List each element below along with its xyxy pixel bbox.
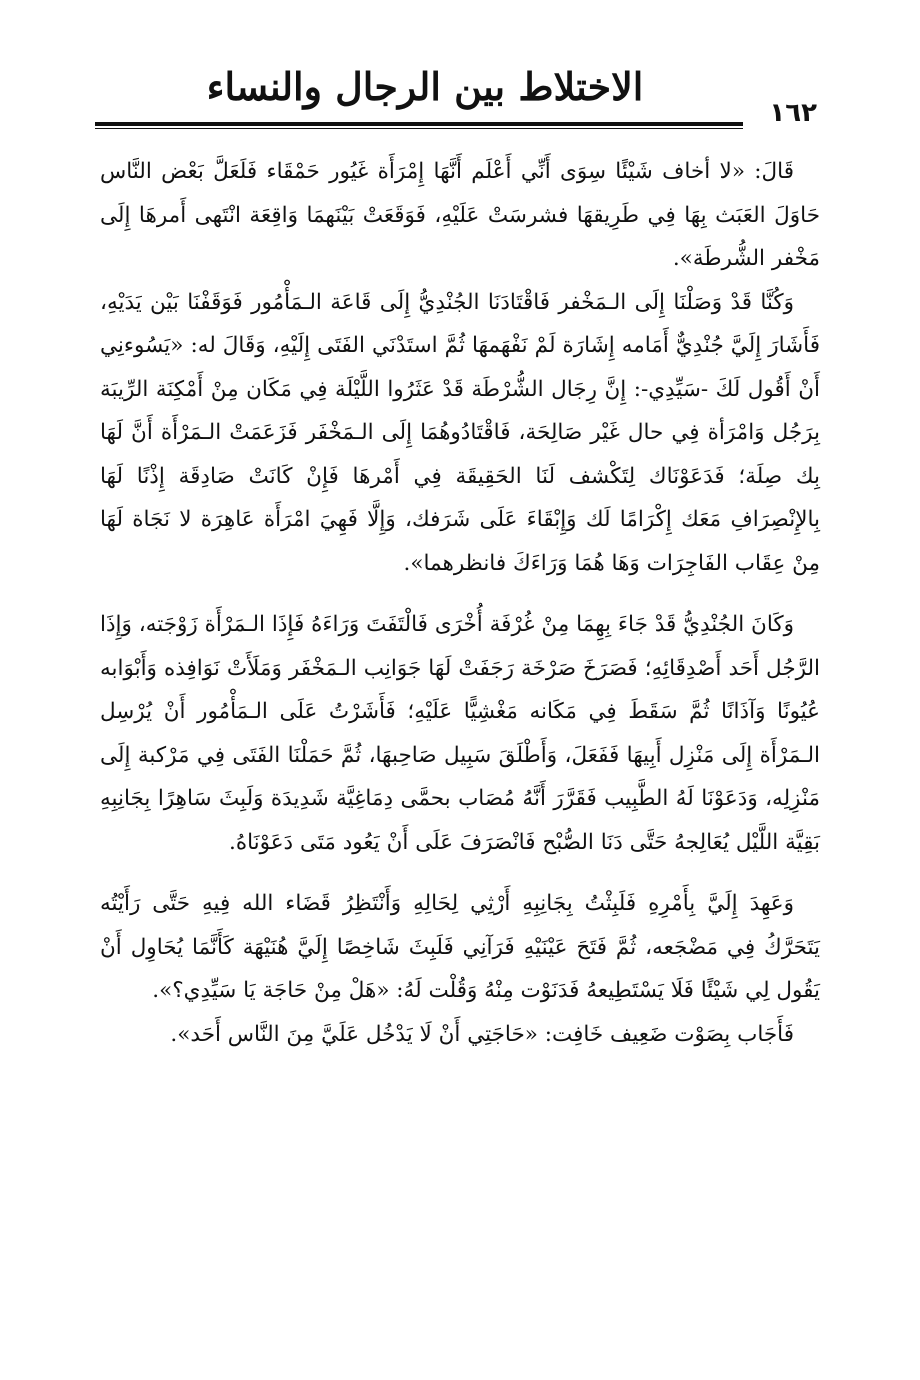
paragraph-1: قَالَ: «لا أخاف شَيْئًا سِوَى أَنِّي أَعْلَم أَنَّهَا إِمْرَأَة غَيُور حَمْقَاء فَلَعَلَّ بَعْض النَّاس حَاوَلَ العَبَث بِهَا فِي طَرِيقهَا فشرسَتْ عَلَيْهِ، فَوَقَعَتْ بَيْنَهمَا وَاقِعَة انْتَهى أَمرهَا إِلَى مَخْفر الشُّرطَة». — [100, 159, 820, 271]
paragraph-2: وَكُنَّا قَدْ وَصَلْنَا إِلَى الـمَخْفر فَاقْتَادَنَا الجُنْدِيُّ إِلَى قَاعَة الـمَأْمُور فَوَقَفْنَا بَيْن يَدَيْهِ، فَأَشَارَ إِلَيَّ جُنْدِيٌّ أَمَامه إِشَارَة لَمْ نَفْهَمهَا ثُمَّ استَدْنَي الفَتَى إِلَيْهِ، وَقَالَ له: «يَسُوءنِي أَنْ أَقُول لَكَ -سَيِّدِي-: إِنَّ رِجَال الشُّرْطَة قَدْ عَثَرُوا اللَّيْلَة فِي مَكَان مِنْ أَمْكِنَة الرِّيبَة بِرَجُل وَامْرَأة فِي حال غَيْر صَالِحَة، فَاقْتَادُوهُمَا إِلَى الـمَخْفَر فَزَعَمَتْ الـمَرْأَة أَنَّ لَهَا بِك صِلَة؛ فَدَعَوْنَاك لِتَكْشف لَنَا الحَقِيقَة فِي أَمْرهَا فَإِنْ كَانَتْ صَادِقَة إِذْنًا لَهَا بِالإِنْصِرَافِ مَعَك إِكْرَامًا لَك وَإِبْقَاءَ عَلَى شَرَفك، وَإِلَّا فَهِيَ امْرَأَة عَاهِرَة لا نَجَاة لَهَا مِنْ عِقَاب الفَاجِرَات وَهَا هُمَا وَرَاءَكَ فانظرهما». — [100, 289, 820, 576]
running-title: الاختلاط بين الرجال والنساء — [206, 64, 644, 109]
paragraph-3: وَكَانَ الجُنْدِيُّ قَدْ جَاءَ بِهِمَا مِنْ غُرْفَة أُخْرَى فَالْتَفَتَ وَرَاءَهُ فَإِذَا الـمَرْأَة زَوْجَته، وَإِذَا الرَّجُل أَحَد أَصْدِقَائِهِ؛ فَصَرَخَ صَرْخَة رَجَفَتْ لَهَا جَوَانِب الـمَخْفَر وَمَلَأَتْ نَوَافِذه وَأَبْوَابه عُيُونًا وَآذَانًا ثُمَّ سَقَطَ فِي مَكَانه مَغْشِيًّا عَلَيْهِ؛ فَأَشَرْتُ عَلَى الـمَأْمُور أَنْ يُرْسِل الـمَرْأَة إِلَى مَنْزِل أَبِيهَا فَفَعَلَ، وَأَطْلَقَ سَبِيل صَاحِبهَا، ثُمَّ حَمَلْنَا الفَتَى فِي مَرْكبة إِلَى مَنْزِلِه، وَدَعَوْنَا لَهُ الطَّبِيب فَقَرَّرَ أَنَّهُ مُصَاب بحمَّى دِمَاغِيَّة شَدِيدَة وَلَبِثَ سَاهِرًا بِجَانِبِهِ بَقِيَّة اللَّيْل يُعَالِجهُ حَتَّى دَنَا الصُّبْح فَانْصَرَفَ عَلَى أَنْ يَعُود مَتَى دَعَوْنَاهُ. — [100, 612, 820, 855]
header-rule-thin — [95, 128, 743, 129]
page-body — [100, 150, 820, 1056]
paragraph-4: وَعَهِدَ إِلَيَّ بِأَمْرِهِ فَلَبِثْتُ بِجَانِبِهِ أَرْثِي لِحَالِهِ وَأَنْتَظِرُ قَضَاء الله فِيهِ حَتَّى رَأَيْتُه يَتَحَرَّكُ فِي مَضْجَعه، ثُمَّ فَتَحَ عَيْنَيْهِ فَرَآنِي فَلَبِثَ شَاخِصًا إِلَيَّ هُنَيْهَة كَأَنَّمَا يُحَاوِل أَنْ يَقُول لِي شَيْئًا فَلَا يَسْتَطِيعهُ فَدَنَوْت مِنْهُ وَقُلْت لَهُ: «هَلْ مِنْ حَاجَة يَا سَيِّدِي؟». — [100, 891, 820, 1003]
page-number: ١٦٢ — [769, 98, 817, 128]
paragraph-5: فَأَجَاب بِصَوْت ضَعِيف خَافِت: «حَاجَتِي أَنْ لَا يَدْخُل عَلَيَّ مِنَ النَّاس أَحَد». — [170, 1021, 794, 1047]
page-header — [95, 60, 815, 132]
header-rule-thick — [95, 122, 743, 126]
